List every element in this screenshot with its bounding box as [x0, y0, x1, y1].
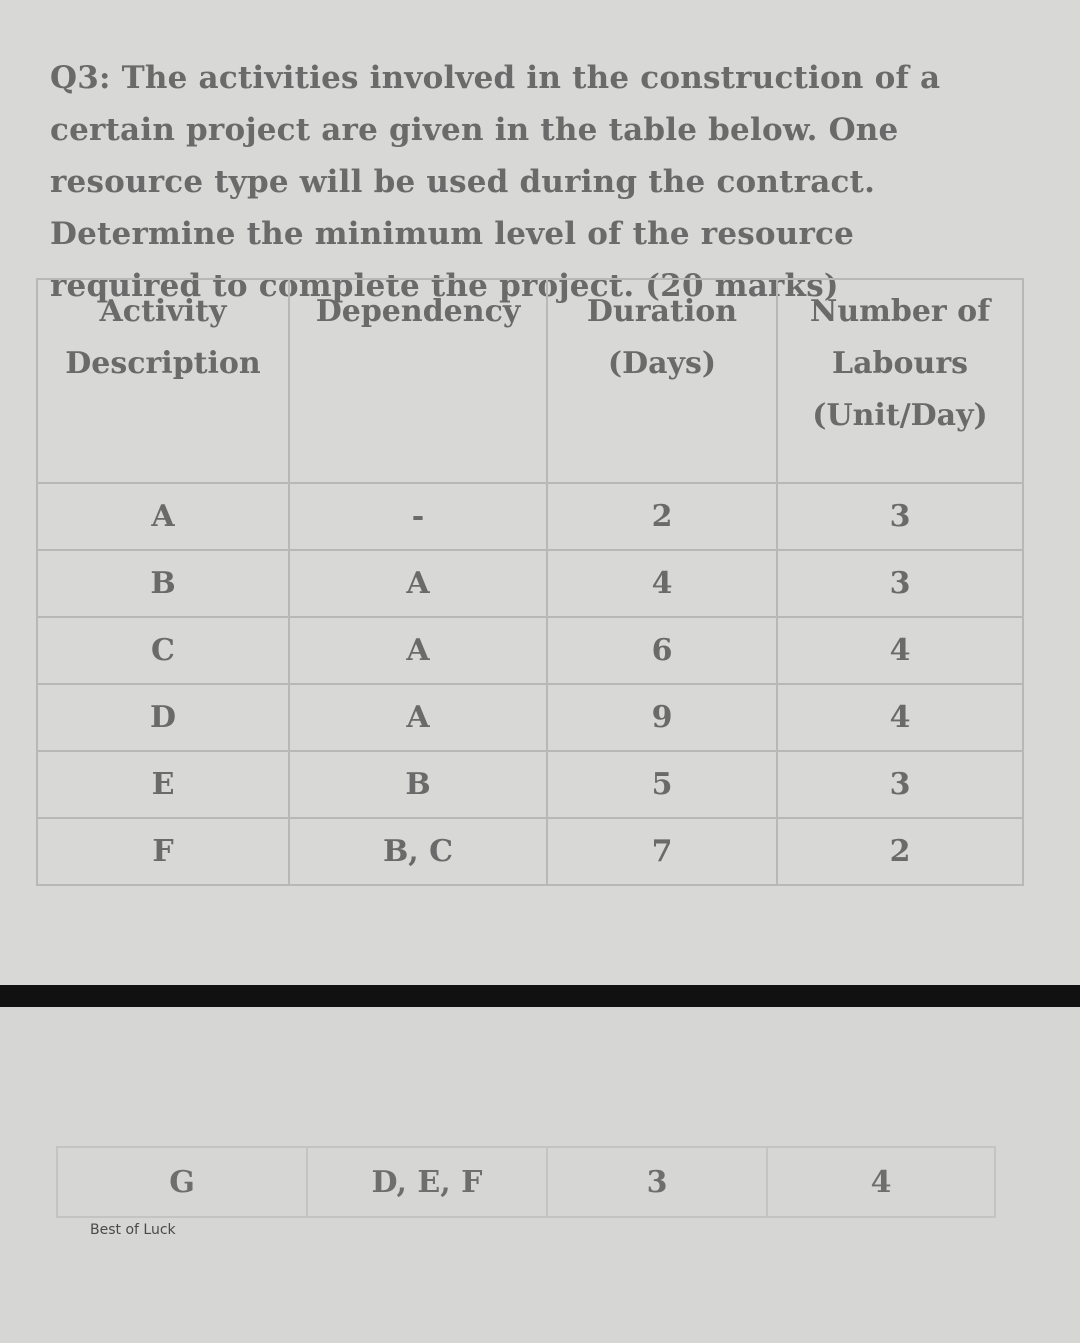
- table-row: [37, 684, 1023, 751]
- header-activity-description: Activity Description: [37, 279, 289, 483]
- cell-activity: F: [37, 818, 289, 885]
- header-duration: Duration (Days): [547, 279, 777, 483]
- table-row: [37, 550, 1023, 617]
- cell-dependency: B, C: [289, 818, 547, 885]
- cell-labours: 3: [777, 550, 1023, 617]
- cell-activity: B: [37, 550, 289, 617]
- cell-labours: 3: [777, 751, 1023, 818]
- table-row: [37, 818, 1023, 885]
- activity-table: [36, 278, 1024, 886]
- cell-duration: 3: [547, 1147, 767, 1217]
- cell-activity: A: [37, 483, 289, 550]
- cell-duration: 2: [547, 483, 777, 550]
- cell-dependency: A: [289, 550, 547, 617]
- cell-duration: 5: [547, 751, 777, 818]
- best-of-luck-note: Best of Luck: [90, 1222, 176, 1238]
- cell-duration: 7: [547, 818, 777, 885]
- cell-duration: 4: [547, 550, 777, 617]
- cell-duration: 6: [547, 617, 777, 684]
- cell-dependency: -: [289, 483, 547, 550]
- header-number-of-labours: Number of Labours (Unit/Day): [777, 279, 1023, 483]
- header-dependency: Dependency: [289, 279, 547, 483]
- cell-labours: 4: [777, 684, 1023, 751]
- continuation-table: [56, 1146, 996, 1218]
- cell-labours: 2: [777, 818, 1023, 885]
- cell-activity: E: [37, 751, 289, 818]
- cell-dependency: D, E, F: [307, 1147, 547, 1217]
- question-text: Q3: The activities involved in the construction of a certain project are given in the table below. One resource type will be used during the contract. Determine the minimum level of the resource required to complete the project. (20 marks): [50, 60, 941, 304]
- cell-activity: D: [37, 684, 289, 751]
- cell-dependency: B: [289, 751, 547, 818]
- table-row: [37, 751, 1023, 818]
- black-divider-bar: [0, 985, 1080, 1007]
- cell-duration: 9: [547, 684, 777, 751]
- cell-activity: C: [37, 617, 289, 684]
- table-row: [57, 1147, 995, 1217]
- cell-dependency: A: [289, 684, 547, 751]
- table-row: [37, 483, 1023, 550]
- cell-labours: 4: [777, 617, 1023, 684]
- cell-activity: G: [57, 1147, 307, 1217]
- table-row: [37, 617, 1023, 684]
- cell-dependency: A: [289, 617, 547, 684]
- table-header-row: [37, 279, 1023, 483]
- cell-labours: 3: [777, 483, 1023, 550]
- cell-labours: 4: [767, 1147, 995, 1217]
